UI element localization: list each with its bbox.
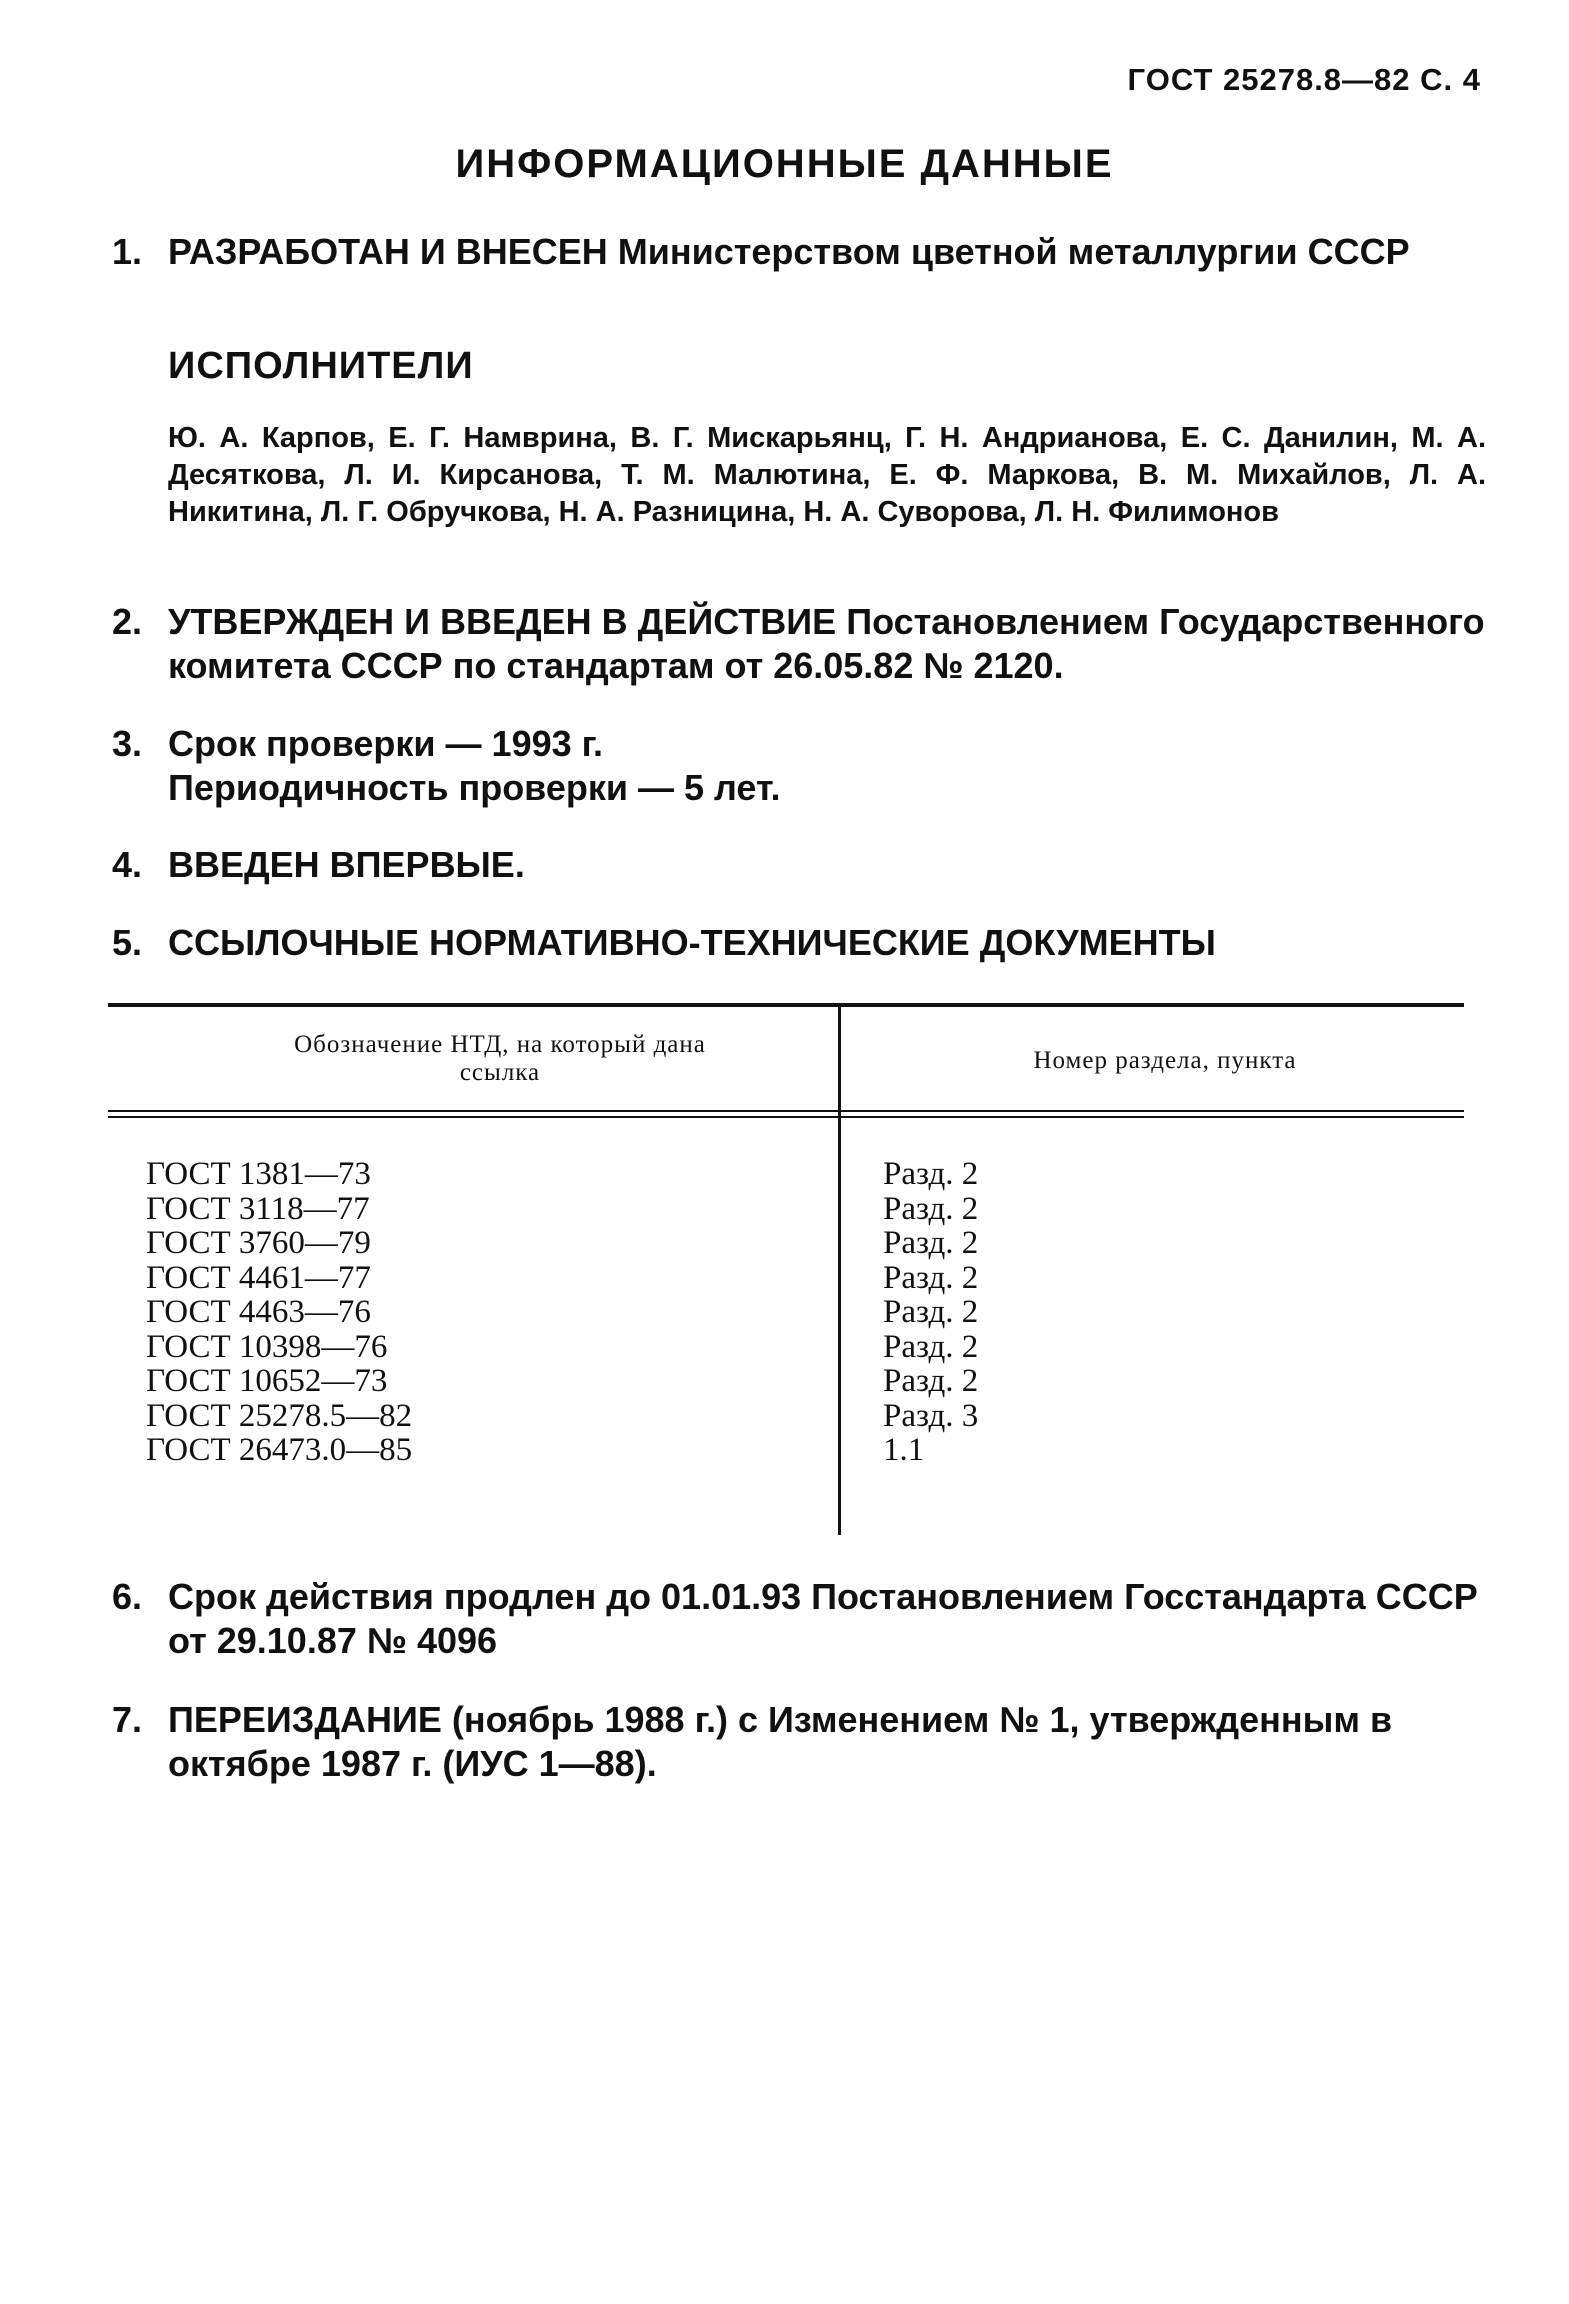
item-number: 3. [112, 723, 143, 764]
item-7 [112, 1698, 1487, 1786]
item-4 [112, 843, 1487, 887]
item-number: 2. [112, 601, 143, 642]
item-body [168, 722, 1487, 810]
table-cell-section: Разд. 2 [883, 1259, 979, 1296]
item-body [168, 1698, 1487, 1786]
table-column-section [883, 1157, 978, 1468]
item-text: (ноябрь 1988 г.) с Изменением № 1, утвержденным в октябре 1987 г. (ИУС 1—88). [168, 1699, 1393, 1784]
performers-heading: ИСПОЛНИТЕЛИ [168, 345, 474, 387]
table-cell-ntd: ГОСТ 10652—73 [146, 1363, 388, 1399]
item-text: Министерством цветной металлургии СССР [607, 231, 1410, 272]
table-cell-section: Разд. 2 [883, 1363, 979, 1399]
table-cell-ntd: ГОСТ 1381—73 [146, 1156, 371, 1192]
table-header-section: Номер раздела, пункта [1033, 1047, 1297, 1074]
item-body: Срок действия продлен до 01.01.93 Постановлением Госстандарта СССР от 29.10.87 № 4096 [168, 1576, 1478, 1661]
table-header-rule [108, 1110, 1464, 1112]
item-2 [112, 600, 1487, 688]
table-cell-section: 1.1 [883, 1432, 925, 1468]
item-body [168, 600, 1487, 688]
item-number: 6. [112, 1576, 143, 1617]
item-number: 5. [112, 922, 143, 963]
table-cell-section: Разд. 2 [883, 1294, 979, 1330]
table-cell-section: Разд. 2 [883, 1190, 979, 1227]
item-3 [112, 722, 1487, 810]
table-column-divider [838, 1007, 841, 1535]
item-text: Постановлением Государственного комитета СССР по стандартам от 26.05.82 № 2120. [168, 601, 1485, 686]
item-lead: ПЕРЕИЗДАНИЕ [168, 1699, 442, 1740]
table-top-rule [108, 1003, 1464, 1007]
table-cell-ntd: ГОСТ 3118—77 [146, 1190, 370, 1227]
table-cell-ntd: ГОСТ 4463—76 [146, 1294, 371, 1330]
table-cell-ntd: ГОСТ 25278.5—82 [146, 1397, 413, 1434]
table-cell-ntd: ГОСТ 4461—77 [146, 1259, 371, 1296]
item-body: ВВЕДЕН ВПЕРВЫЕ. [168, 844, 525, 885]
item-1 [112, 230, 1487, 274]
table-header-rule-double [108, 1116, 1464, 1118]
table-cell-section: Разд. 2 [883, 1328, 979, 1365]
item-number: 7. [112, 1699, 143, 1740]
table-cell-ntd: ГОСТ 3760—79 [146, 1225, 371, 1261]
item-line: Срок проверки — 1993 г. [168, 723, 604, 764]
table-header-ntd: Обозначение НТД, на который дана ссылка [294, 1031, 706, 1086]
page-title: ИНФОРМАЦИОННЫЕ ДАННЫЕ [455, 142, 1114, 186]
table-cell-ntd: ГОСТ 26473.0—85 [146, 1432, 413, 1468]
performers-list: Ю. А. Карпов, Е. Г. Намврина, В. Г. Мискарьянц, Г. Н. Андрианова, Е. С. Данилин, М. А. Десяткова, Л. И. Кирсанова, Т. М. Малютина, Е. Ф. Маркова, В. М. Михайлов, Л. А. Никитина, Л. Г. Обручкова, Н. А. Разницина, Н. А. Суворова, Л. Н. Филимонов [168, 422, 1486, 528]
table-cell-section: Разд. 2 [883, 1225, 979, 1261]
document-reference: ГОСТ 25278.8—82 С. 4 [1127, 62, 1481, 97]
table-cell-section: Разд. 3 [883, 1397, 979, 1434]
item-lead: УТВЕРЖДЕН И ВВЕДЕН В ДЕЙСТВИЕ [168, 601, 837, 642]
item-number: 4. [112, 844, 143, 885]
item-body [168, 230, 1487, 274]
table-cell-section: Разд. 2 [883, 1156, 979, 1192]
item-6 [112, 1575, 1487, 1663]
item-line: Периодичность проверки — 5 лет. [168, 767, 781, 808]
table-cell-ntd: ГОСТ 10398—76 [146, 1328, 388, 1365]
item-lead: РАЗРАБОТАН И ВНЕСЕН [168, 231, 608, 272]
item-number: 1. [112, 231, 143, 272]
table-column-ntd [146, 1157, 412, 1468]
item-5 [112, 921, 1487, 965]
item-body: ССЫЛОЧНЫЕ НОРМАТИВНО-ТЕХНИЧЕСКИЕ ДОКУМЕНТЫ [168, 922, 1216, 963]
